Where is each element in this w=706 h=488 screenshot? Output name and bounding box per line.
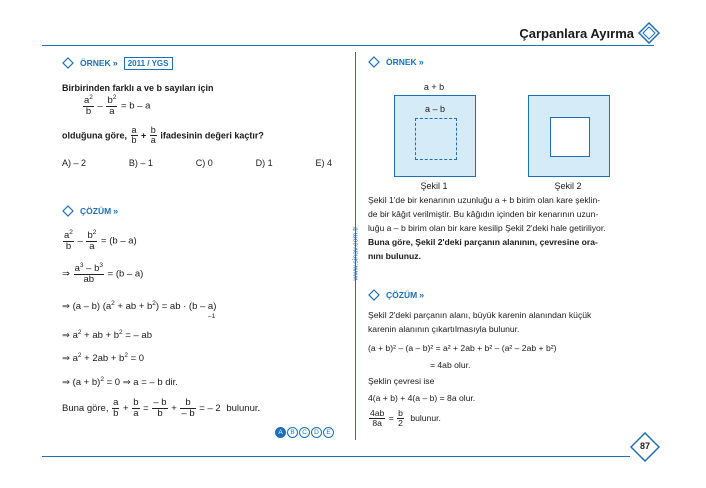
right-example-header	[368, 56, 424, 68]
chevron-right-icon: »	[113, 206, 119, 216]
fig2-caption: Şekil 2	[554, 181, 582, 191]
solution-step-6: ⇒ $(a + b)^2 = 0$ ⇒ a = – b dir.	[62, 376, 178, 389]
choice-e: E) 4	[315, 158, 332, 168]
solution-step-1: $\frac{a^2}{b}$ – $\frac{b^2}{a}$ = (b – a)	[64, 229, 137, 253]
inner-dashed-square	[415, 118, 457, 160]
question-equation: $\frac{a^2}{b}$ – $\frac{b^2}{a}$ = b – a	[84, 94, 151, 118]
perimeter-intro: Şeklin çevresi ise	[368, 376, 435, 386]
solution-label: ÇÖZÜM	[80, 206, 112, 216]
choice-b: B) – 1	[128, 158, 153, 168]
perimeter-equation: 4(a + b) + 4(a – b) = 8a olur.	[368, 393, 476, 403]
problem-question-line: nını bulunuz.	[368, 251, 421, 261]
page-number: 87	[639, 441, 650, 451]
problem-line: de bir kâğıt verilmiştir. Bu kâğıdın içinden bir kenarının uzun-	[368, 209, 599, 219]
answer-key-c: C	[299, 427, 310, 438]
cut-out-square	[550, 117, 590, 157]
footer-rule	[42, 456, 630, 457]
solution-step-3: ⇒ (a – b) ($a^2$ + ab + $b^2$) = ab · (b – a)	[62, 300, 217, 313]
diamond-icon	[368, 289, 380, 301]
solution-line: karenin alanının çıkartılmasıyla bulunur.	[368, 324, 520, 334]
solution-step-4: ⇒ $a^2$ + ab + $b^2$ = – ab	[62, 329, 152, 342]
solution-line: Şekil 2'deki parçanın alanı, büyük karenin alanından küçük	[368, 310, 592, 320]
choices	[62, 158, 332, 168]
chevron-right-icon: »	[419, 290, 425, 300]
chevron-right-icon: »	[112, 58, 118, 68]
diamond-icon	[62, 205, 74, 217]
answer-key-d: D	[311, 427, 322, 438]
diamond-icon	[638, 22, 660, 44]
figure-2-square	[528, 95, 610, 177]
choice-a: A) – 2	[62, 158, 87, 168]
figure-1-square	[394, 95, 476, 177]
question-ask: olduğuna göre, $\frac{a}{b}$ + $\frac{b}{a}$ ifadesinin değeri kaçtır?	[62, 125, 264, 146]
page-title: Çarpanlara Ayırma	[519, 26, 634, 41]
choice-c: C) 0	[195, 158, 213, 168]
question-intro: Birbirinden farklı a ve b sayıları için	[62, 83, 214, 93]
year-badge: 2011 / YGS	[124, 57, 173, 70]
page-number-badge	[630, 432, 660, 462]
problem-line: luğu a – b birim olan bir kare kesilip Şekil 2'deki hale getiriliyor.	[368, 223, 606, 233]
example-label: ÖRNEK	[80, 58, 111, 68]
solution-step-2: ⇒ $\frac{a^3 - b^3}{ab}$ = (b – a)	[62, 262, 144, 286]
final-ratio: $\frac{4ab}{8a}$ = $\frac{b}{2}$ bulunur.	[370, 408, 441, 429]
problem-line: Şekil 1'de bir kenarının uzunluğu a + b birim olan kare şeklin-	[368, 195, 601, 205]
diamond-icon	[368, 56, 380, 68]
left-example-header	[62, 56, 173, 70]
left-solution-header	[62, 205, 118, 217]
problem-text	[368, 193, 658, 263]
solution-step-5: ⇒ $a^2 + 2ab + b^2 = 0$	[62, 352, 145, 365]
page-header	[0, 18, 706, 48]
solution-text	[368, 308, 658, 336]
solution-conclusion: Buna göre, $\frac{a}{b}$ + $\frac{b}{a}$ = $\frac{- b}{b}$ + $\frac{b}{- b}$ = – 2 bulunur.	[62, 397, 261, 419]
step3-note: –1	[208, 313, 216, 320]
fig1-inner-label: a – b	[424, 104, 446, 114]
choice-d: D) 1	[255, 158, 273, 168]
fig1-caption: Şekil 1	[420, 181, 448, 191]
problem-question-line: Buna göre, Şekil 2'deki parçanın alanının, çevresine ora-	[368, 237, 598, 247]
solution-label: ÇÖZÜM	[386, 290, 418, 300]
diamond-icon	[62, 57, 74, 69]
area-equation: (a + b)² – (a – b)² = a² + 2ab + b² – (a² – 2ab + b²)	[368, 343, 557, 353]
area-result: = 4ab olur.	[430, 360, 471, 370]
answer-key	[274, 427, 334, 438]
answer-key-e: E	[323, 427, 334, 438]
side-url: www.sinav.com.tr	[352, 226, 360, 281]
chevron-right-icon: »	[418, 57, 424, 67]
example-label: ÖRNEK	[386, 57, 417, 67]
answer-key-b: B	[287, 427, 298, 438]
header-rule	[42, 45, 654, 46]
answer-key-a: A	[275, 427, 286, 438]
fig1-top-label: a + b	[423, 82, 445, 92]
right-solution-header	[368, 289, 424, 301]
